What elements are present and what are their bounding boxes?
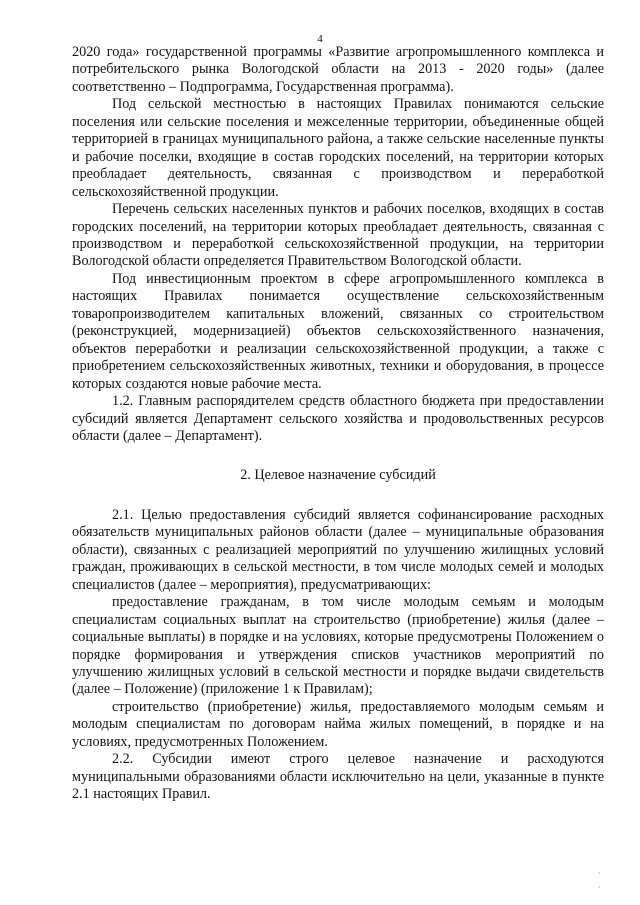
paragraph-housing-construction: строительство (приобретение) жилья, предоставляемого молодым семьям и молодым специалистам по договорам найма жилых помещений, в порядке и на условиях, предусмотренных Положением.: [72, 698, 604, 750]
paragraph-social-payments: предоставление гражданам, в том числе молодым семьям и молодым специалистам социальных выплат на строительство (приобретение) жилья (далее – социальные выплаты) в порядке и на условиях, которые предусмотрены Положением о порядке формирования и утверждения списков участников мероприятий по улучшению жилищных условий в сельской местности и порядке выдачи свидетельств (далее – Положение) (приложение 1 к Правилам);: [72, 594, 604, 698]
section-heading: 2. Целевое назначение субсидий: [240, 467, 436, 484]
scan-speck: [598, 872, 600, 874]
page-number: 4: [317, 33, 323, 45]
document-body: [72, 44, 604, 804]
spacer: [72, 485, 604, 507]
paragraph-2-2: 2.2. Субсидии имеют строго целевое назначение и расходуются муниципальными образованиями области исключительно на цели, указанные в пункте 2.1 настоящих Правил.: [72, 751, 604, 803]
paragraph-investment-project: Под инвестиционным проектом в сфере агропромышленного комплекса в настоящих Правилах понимается осуществление сельскохозяйственным товаропроизводителем капитальных вложений, связанных со строительством (реконструкцией, модернизацией) объектов сельскохозяйственного назначения, объектов переработки и реализации сельскохозяйственной продукции, а также с приобретением сельскохозяйственных животных, техники и оборудования, в процессе которых создаются новые рабочие места.: [72, 270, 604, 392]
spacer: [72, 445, 604, 467]
paragraph-2-1: 2.1. Целью предоставления субсидий является софинансирование расходных обязательств муниципальных районов области (далее – муниципальные образования области), связанных с реализацией мероприятий по улучшению жилищных условий граждан, проживающих в сельской местности, в том числе молодых семей и молодых специалистов (далее – мероприятия), предусматривающих:: [72, 506, 604, 593]
paragraph-settlements-list: Перечень сельских населенных пунктов и рабочих поселков, входящих в состав городских поселений, на территории которых преобладает деятельность, связанная с производством и переработкой сельскохозяйственной продукции, на территории Вологодской области определяется Правительством Вологодской области.: [72, 201, 604, 270]
paragraph-continuation: 2020 года» государственной программы «Развитие агропромышленного комплекса и потребительского рынка Вологодской области на 2013 - 2020 годы» (далее соответственно – Подпрограмма, Государственная программа).: [72, 44, 604, 95]
paragraph-rural-area-definition: Под сельской местностью в настоящих Правилах понимаются сельские поселения или сельские поселения и межселенные территории, объединенные общей территорией в границах муниципального района, а также сельские населенные пункты и рабочие поселки, входящие в состав городских поселений, на территории которых преобладает деятельность, связанная с производством и переработкой сельскохозяйственной продукции.: [72, 96, 604, 200]
paragraph-1-2: 1.2. Главным распорядителем средств областного бюджета при предоставлении субсидий является Департамент сельского хозяйства и продовольственных ресурсов области (далее – Департамент).: [72, 393, 604, 444]
scan-speck: [598, 886, 600, 888]
